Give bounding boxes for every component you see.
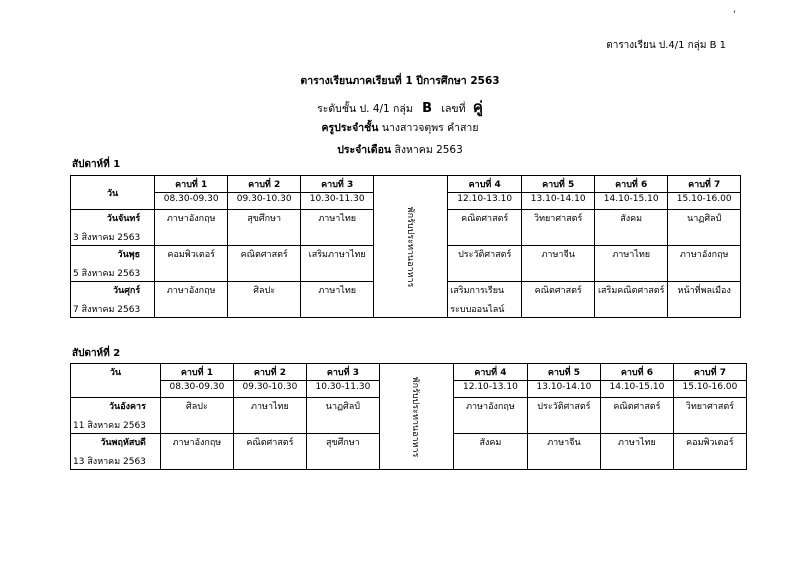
subject-cell: ภาษาอังกฤษ (668, 246, 741, 282)
day-date: 11 สิงหาคม 2563 (73, 421, 146, 431)
week-2-table (70, 363, 747, 470)
subject-cell: ภาษาไทย (595, 246, 668, 282)
level-prefix: ระดับชั้น ป. 4/1 กลุ่ม (317, 103, 413, 115)
day-name: วันพฤหัสบดี (100, 438, 146, 448)
subject-cell: ภาษาไทย (233, 398, 306, 434)
period-header: คาบที่ 5 (522, 176, 595, 193)
week-1-table (70, 175, 741, 318)
subject-cell: ภาษาอังกฤษ (160, 434, 233, 470)
day-cell (71, 398, 161, 434)
teacher-label: ครูประจำชั้น (321, 122, 379, 134)
week-1-label: สัปดาห์ที่ 1 (72, 159, 121, 170)
period-header: คาบที่ 3 (301, 176, 374, 193)
number-label: เลขที่ (441, 103, 466, 115)
subject-cell: วิทยาศาสตร์ (673, 398, 746, 434)
lunch-break-label: พักรับประทานอาหาร (404, 206, 415, 287)
lunch-break-cell (379, 364, 453, 470)
teacher-value: นางสาวจตุพร คำสาย (381, 122, 479, 134)
subject-line: เสริมการเรียน (450, 286, 505, 296)
period-header: คาบที่ 4 (453, 364, 527, 381)
period-time: 14.10-15.10 (600, 381, 673, 398)
period-time: 15.10-16.00 (668, 193, 741, 210)
subject-cell: คอมพิวเตอร์ (673, 434, 746, 470)
month-line (0, 141, 800, 158)
teacher-line (0, 119, 800, 136)
period-header: คาบที่ 1 (160, 364, 233, 381)
subject-cell: ภาษาจีน (527, 434, 600, 470)
day-name: วันอังคาร (108, 402, 146, 412)
period-header: คาบที่ 3 (306, 364, 379, 381)
subject-cell: สุขศึกษา (306, 434, 379, 470)
subject-cell: ภาษาอังกฤษ (453, 398, 527, 434)
subject-cell: คณิตศาสตร์ (233, 434, 306, 470)
period-time: 09.30-10.30 (233, 381, 306, 398)
period-time: 13.10-14.10 (522, 193, 595, 210)
level-line (0, 95, 800, 119)
period-header: คาบที่ 4 (448, 176, 522, 193)
day-name: วันพุธ (117, 250, 141, 260)
period-header: คาบที่ 1 (155, 176, 228, 193)
day-header: วัน (71, 176, 155, 210)
day-cell (71, 434, 161, 470)
day-date: 5 สิงหาคม 2563 (73, 269, 141, 279)
subject-cell: วิทยาศาสตร์ (522, 210, 595, 246)
running-header: ตารางเรียน ป.4/1 กลุ่ม B 1 (606, 40, 726, 51)
period-time: 08.30-09.30 (160, 381, 233, 398)
document-title: ตารางเรียนภาคเรียนที่ 1 ปีการศึกษา 2563 (300, 75, 500, 87)
subject-cell: ศิลปะ (228, 282, 301, 318)
subject-cell: ศิลปะ (160, 398, 233, 434)
subject-cell: ภาษาจีน (522, 246, 595, 282)
day-date: 3 สิงหาคม 2563 (73, 233, 141, 243)
subject-cell: คอมพิวเตอร์ (155, 246, 228, 282)
subject-line: ระบบออนไลน์ (450, 305, 505, 315)
subject-cell: ภาษาไทย (600, 434, 673, 470)
day-date: 7 สิงหาคม 2563 (73, 305, 141, 315)
subject-cell: ภาษาไทย (301, 210, 374, 246)
lunch-break-label: พักรับประทานอาหาร (410, 376, 421, 457)
subject-cell: นาฏศิลป์ (306, 398, 379, 434)
period-header: คาบที่ 6 (595, 176, 668, 193)
period-time: 15.10-16.00 (673, 381, 746, 398)
day-name: วันจันทร์ (106, 214, 141, 224)
day-cell (71, 282, 155, 318)
day-date: 13 สิงหาคม 2563 (73, 457, 146, 467)
period-time: 14.10-15.10 (595, 193, 668, 210)
period-time: 10.30-11.30 (301, 193, 374, 210)
month-value: สิงหาคม 2563 (394, 144, 463, 156)
period-header: คาบที่ 6 (600, 364, 673, 381)
day-header: วัน (71, 364, 161, 398)
period-time: 12.10-13.10 (453, 381, 527, 398)
subject-cell: ภาษาอังกฤษ (155, 282, 228, 318)
week-2-label: สัปดาห์ที่ 2 (72, 348, 121, 359)
period-time: 09.30-10.30 (228, 193, 301, 210)
period-time: 12.10-13.10 (448, 193, 522, 210)
subject-cell: คณิตศาสตร์ (600, 398, 673, 434)
subject-cell: คณิตศาสตร์ (522, 282, 595, 318)
subject-cell: เสริมภาษาไทย (301, 246, 374, 282)
period-header: คาบที่ 7 (673, 364, 746, 381)
subject-cell: ประวัติศาสตร์ (448, 246, 522, 282)
subject-cell: ภาษาอังกฤษ (155, 210, 228, 246)
lunch-break-cell (374, 176, 448, 318)
subject-cell: ประวัติศาสตร์ (527, 398, 600, 434)
period-header: คาบที่ 2 (228, 176, 301, 193)
period-time: 08.30-09.30 (155, 193, 228, 210)
subject-cell: สังคม (453, 434, 527, 470)
subject-cell: หน้าที่พลเมือง (668, 282, 741, 318)
subject-cell: คณิตศาสตร์ (228, 246, 301, 282)
subject-cell: นาฏศิลป์ (668, 210, 741, 246)
subject-cell: สุขศึกษา (228, 210, 301, 246)
day-cell (71, 210, 155, 246)
corner-mark: ‘ (733, 10, 736, 20)
month-label: ประจำเดือน (337, 144, 392, 156)
period-header: คาบที่ 2 (233, 364, 306, 381)
period-time: 13.10-14.10 (527, 381, 600, 398)
subject-cell: ภาษาไทย (301, 282, 374, 318)
subject-cell (448, 282, 522, 318)
number-value: คู่ (472, 98, 483, 116)
period-header: คาบที่ 5 (527, 364, 600, 381)
day-cell (71, 246, 155, 282)
period-header: คาบที่ 7 (668, 176, 741, 193)
subject-cell: คณิตศาสตร์ (448, 210, 522, 246)
period-time: 10.30-11.30 (306, 381, 379, 398)
subject-cell: เสริมคณิตศาสตร์ (595, 282, 668, 318)
group-value: B (422, 101, 433, 116)
day-name: วันศุกร์ (112, 286, 141, 296)
subject-cell: สังคม (595, 210, 668, 246)
